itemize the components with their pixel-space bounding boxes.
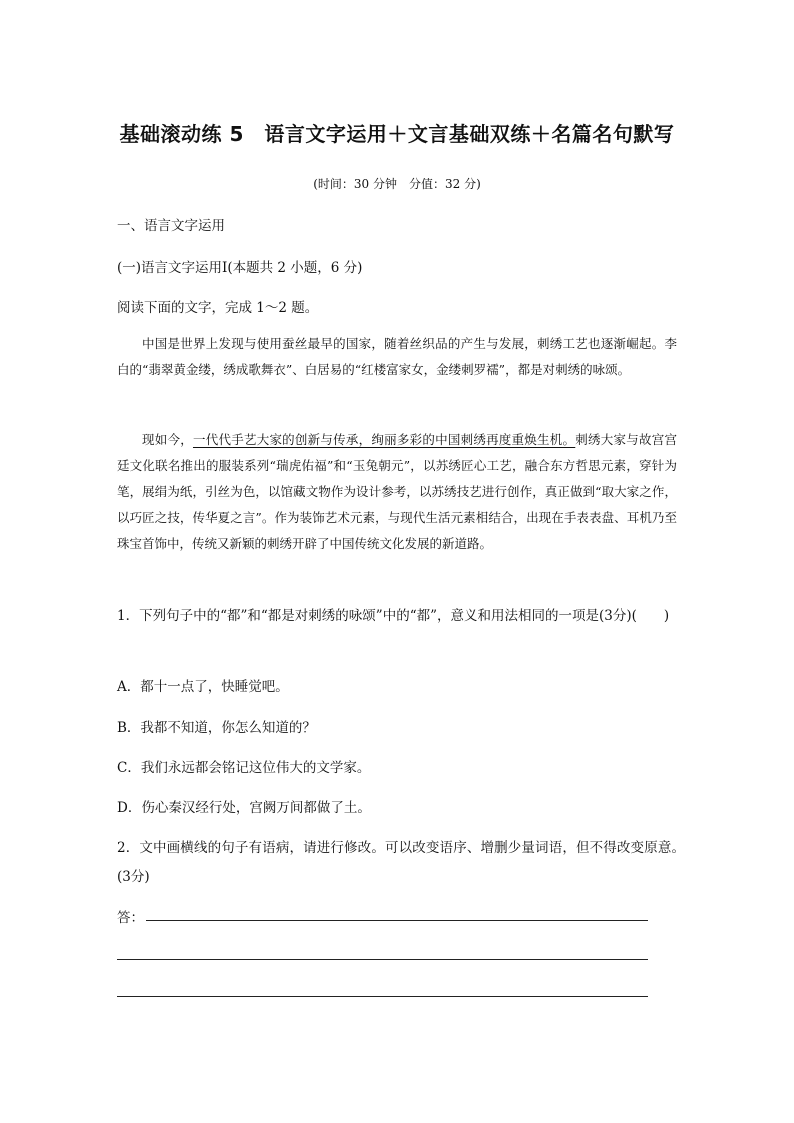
answer-line[interactable] — [117, 959, 648, 960]
passage-paragraph-2 — [117, 427, 677, 557]
passage-text: 现如今， — [142, 432, 193, 447]
answer-line[interactable] — [117, 996, 648, 997]
underlined-sentence: 一代代手艺大家的创新与传承，绚丽多彩的中国刺绣再度重焕生机。 — [192, 432, 576, 447]
question-2-stem: 2．文中画横线的句子有语病，请进行修改。可以改变语序、增删少量词语，但不得改变原意。(3分) — [117, 840, 685, 885]
answer-label: 答： — [117, 910, 144, 926]
page-title: 基础滚动练 5 语言文字运用＋文言基础双练＋名篇名句默写 — [119, 122, 675, 146]
option-c: C．我们永远都会铭记这位伟大的文学家。 — [117, 760, 371, 776]
section-heading: 一、语言文字运用 — [117, 218, 225, 234]
reading-instruction: 阅读下面的文字，完成 1～2 题。 — [117, 300, 319, 316]
time-score-info: (时间：30 分钟 分值：32 分) — [313, 177, 481, 191]
option-b: B．我都不知道，你怎么知道的？ — [117, 720, 316, 736]
passage-text: 刺绣大家与故宫宫廷文化联名推出的服装系列“瑞虎佑福”和“玉兔朝元”，以苏绣匠心工艺，融合东方哲思元素，穿针为笔，展绢为纸，引丝为色，以馆藏文物作为设计参考，以苏绣技艺进行创作，真正做到“取大家之作，以巧匠之技，传华夏之言”。作为装饰艺术元素，与现代生活元素相结合，出现在手表表盘、耳机乃至珠宝首饰中，传统又新颖的刺绣开辟了中国传统文化发展的新道路。 — [117, 432, 677, 551]
option-d: D．伤心秦汉经行处，宫阙万间都做了土。 — [117, 800, 371, 816]
option-a: A．都十一点了，快睡觉吧。 — [117, 679, 289, 695]
answer-line[interactable] — [146, 920, 648, 921]
passage-paragraph-1: 中国是世界上发现与使用蚕丝最早的国家，随着丝织品的产生与发展，刺绣工艺也逐渐崛起。李白的“翡翠黄金缕，绣成歌舞衣”、白居易的“红楼富家女，金缕刺罗襦”，都是对刺绣的咏颂。 — [117, 336, 677, 377]
sub-section-heading: (一)语言文字运用Ⅰ(本题共 2 小题，6 分) — [117, 260, 363, 276]
question-1-stem: 1．下列句子中的“都”和“都是对刺绣的咏颂”中的“都”，意义和用法相同的一项是(3分)( ) — [117, 608, 670, 624]
